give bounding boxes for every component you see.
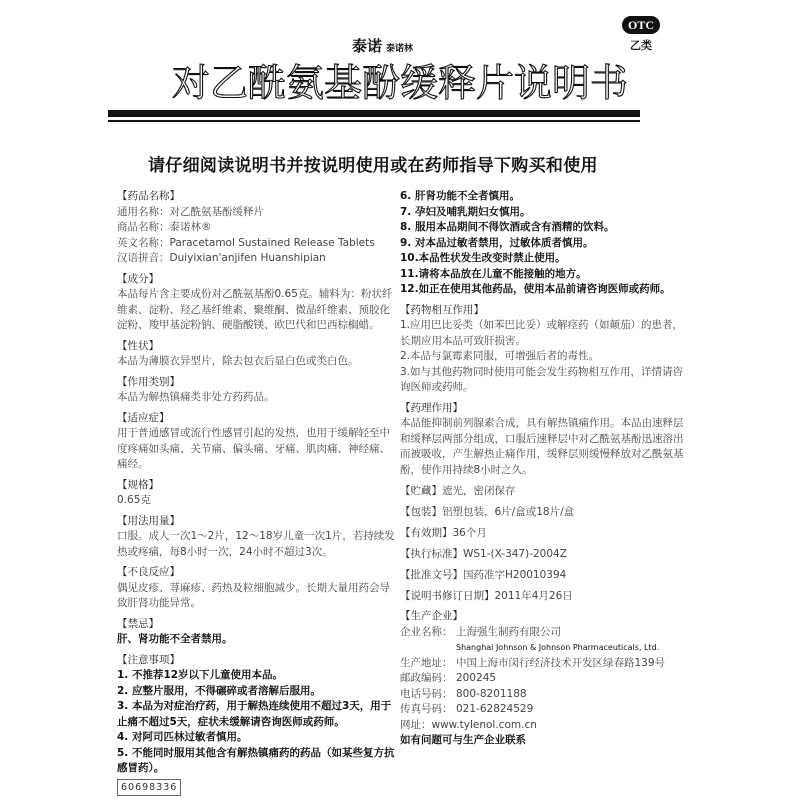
label: 邮政编码： [400, 672, 453, 684]
precaution-item: 12.如正在使用其他药品，使用本品前请咨询医师或药师。 [400, 283, 671, 295]
english-name: 英文名称：Paracetamol Sustained Release Tablets [117, 236, 375, 249]
subtitle: 请仔细阅读说明书并按说明使用或在药师指导下购买和使用 [148, 156, 598, 176]
interaction-item: 2.本品与氯霉素同服，可增强后者的毒性。 [400, 350, 600, 362]
section-heading: 【批准文号】 [400, 569, 463, 581]
package-row [400, 505, 690, 520]
page-title: 对乙酰氨基酚缓释片说明书 [172, 61, 629, 105]
precaution-item: 2. 应整片服用，不得碾碎或者溶解后服用。 [117, 684, 321, 697]
zip: 200245 [456, 672, 497, 684]
document-code: 60698336 [117, 779, 181, 797]
section-heading: 【执行标准】 [400, 548, 463, 560]
manufacturer-name-row [400, 625, 690, 641]
precaution-item: 7. 孕妇及哺乳期妇女慎用。 [400, 205, 531, 218]
approval-number: 国药准字H20010394 [463, 569, 567, 581]
precaution-item: 5. 不能同时服用其他含有解热镇痛药的药品（如某些复方抗感冒药）。 [117, 746, 395, 774]
label: 电话号码： [400, 687, 453, 700]
dosage: 口服。成人一次1～2片，12～18岁儿童一次1片，若持续发热或疼痛，每8小时一次，24小时不超过3次。 [117, 530, 395, 558]
manufacturer-english: Shanghai Johnson & Johnson Pharmaceuticals, Ltd. [456, 643, 660, 652]
section-heading: 【药理作用】 [400, 401, 463, 414]
section-heading: 【性状】 [117, 339, 159, 352]
contact-note: 如有问题可与生产企业联系 [400, 734, 526, 746]
section-heading: 【说明书修订日期】 [400, 590, 495, 602]
fax-row [400, 702, 690, 718]
revision-date: 2011年4月26日 [494, 590, 573, 602]
section-heading: 【适应症】 [117, 411, 170, 424]
storage-row [400, 484, 690, 499]
section-heading: 【药品名称】 [117, 190, 180, 202]
precaution-item: 4. 对阿司匹林过敏者慎用。 [117, 731, 248, 743]
characteristics: 本品为薄膜衣异型片，除去包衣后显白色或类白色。 [117, 355, 359, 367]
label: 网址： [400, 718, 432, 731]
generic-name: 通用名称：对乙酰氨基酚缓释片 [117, 205, 264, 218]
section-heading: 【注意事项】 [117, 653, 180, 666]
brand-logo [352, 36, 413, 59]
divider-thick [108, 110, 640, 117]
section-heading: 【包装】 [400, 506, 442, 518]
section-heading: 【成分】 [117, 272, 159, 285]
divider-thin [108, 120, 640, 122]
zip-row [400, 671, 690, 687]
website-row [400, 718, 690, 734]
label: 企业名称： [400, 625, 453, 638]
precaution-item: 3. 本品为对症治疗药，用于解热连续使用不超过3天，用于止痛不超过5天，症状未缓解请咨询医师或药师。 [117, 700, 392, 728]
label: 传真号码： [400, 703, 453, 715]
composition: 本品每片含主要成份对乙酰氨基酚0.65克。辅料为：粉状纤维素、淀粉、羟乙基纤维素、聚维酮、微晶纤维素、预胶化淀粉、羧甲基淀粉钠、硬脂酸镁、欧巴代和巴西棕榈蜡。 [117, 288, 393, 331]
storage: 遮光，密闭保存 [442, 485, 516, 497]
left-column [117, 189, 399, 796]
phone-row [400, 687, 690, 703]
trade-name: 商品名称：泰诺林® [117, 221, 212, 233]
section-heading: 【生产企业】 [400, 610, 463, 622]
section-heading: 【药物相互作用】 [400, 303, 484, 316]
specification: 0.65克 [117, 494, 151, 506]
otc-class: 乙类 [630, 39, 652, 52]
section-heading: 【用法用量】 [117, 514, 180, 527]
section-heading: 【禁忌】 [117, 617, 159, 630]
otc-badge: OTC [622, 16, 660, 34]
approval-row [400, 568, 690, 583]
precaution-item: 8. 服用本品期间不得饮酒或含有酒精的饮料。 [400, 221, 615, 233]
label: 生产地址： [400, 656, 453, 669]
address-row [400, 656, 690, 672]
section-heading: 【贮藏】 [400, 485, 442, 497]
category: 本品为解热镇痛类非处方药药品。 [117, 391, 275, 403]
brand-name: 泰诺 [352, 37, 383, 55]
brand-sub: 泰诺林 [386, 44, 414, 54]
website-link[interactable]: www.tylenol.com.cn [431, 718, 537, 731]
expiry: 36个月 [452, 527, 487, 539]
precaution-item: 6. 肝肾功能不全者慎用。 [400, 190, 520, 202]
section-heading: 【规格】 [117, 478, 159, 491]
precaution-item: 9. 对本品过敏者禁用，过敏体质者慎用。 [400, 236, 594, 249]
fax: 021-62824529 [456, 703, 534, 715]
interaction-item: 3.如与其他药物同时使用可能会发生药物相互作用，详情请咨询医师或药师。 [400, 365, 684, 393]
phone: 800-8201188 [456, 687, 527, 700]
section-heading: 【有效期】 [400, 527, 453, 539]
standard-row [400, 547, 690, 562]
standard: WS1-(X-347)-2004Z [463, 548, 567, 560]
interaction-item: 1.应用巴比妥类（如苯巴比妥）或解痉药（如颠茄）的患者，长期应用本品可致肝损害。 [400, 319, 684, 347]
adverse-reactions: 偶见皮疹、荨麻疹、药热及粒细胞减少。长期大量用药会导致肝肾功能异常。 [117, 581, 390, 609]
precaution-item: 1. 不推荐12岁以下儿童使用本品。 [117, 669, 284, 681]
manufacturer-name: 上海强生制药有限公司 [456, 625, 561, 638]
right-column [400, 189, 690, 749]
expiry-row [400, 526, 690, 541]
package: 铝塑包装，6片/盒或18片/盒 [442, 506, 575, 518]
pharmacology: 本品能抑制前列腺素合成，具有解热镇痛作用。本品由速释层和缓释层两部分组成，口服后速释层中对乙酰氨基酚迅速溶出而被吸收，产生解热止痛作用，缓释层则缓慢释放对乙酰氨基酚，使作用持续8小时之久。 [400, 417, 684, 476]
precaution-item: 10.本品性状发生改变时禁止使用。 [400, 252, 566, 264]
revision-row [400, 589, 690, 604]
precaution-item: 11.请将本品放在儿童不能接触的地方。 [400, 267, 587, 280]
section-heading: 【作用类别】 [117, 375, 180, 388]
contraindications: 肝、肾功能不全者禁用。 [117, 633, 233, 645]
indications: 用于普通感冒或流行性感冒引起的发热，也用于缓解轻至中度疼痛如头痛、关节痛、偏头痛、牙痛、肌肉痛、神经痛、痛经。 [117, 427, 390, 470]
pinyin-name: 汉语拼音：Duiyixian'anjifen Huanshipian [117, 252, 326, 264]
address: 中国上海市闵行经济技术开发区绿春路139号 [456, 656, 666, 669]
section-heading: 【不良反应】 [117, 566, 180, 578]
